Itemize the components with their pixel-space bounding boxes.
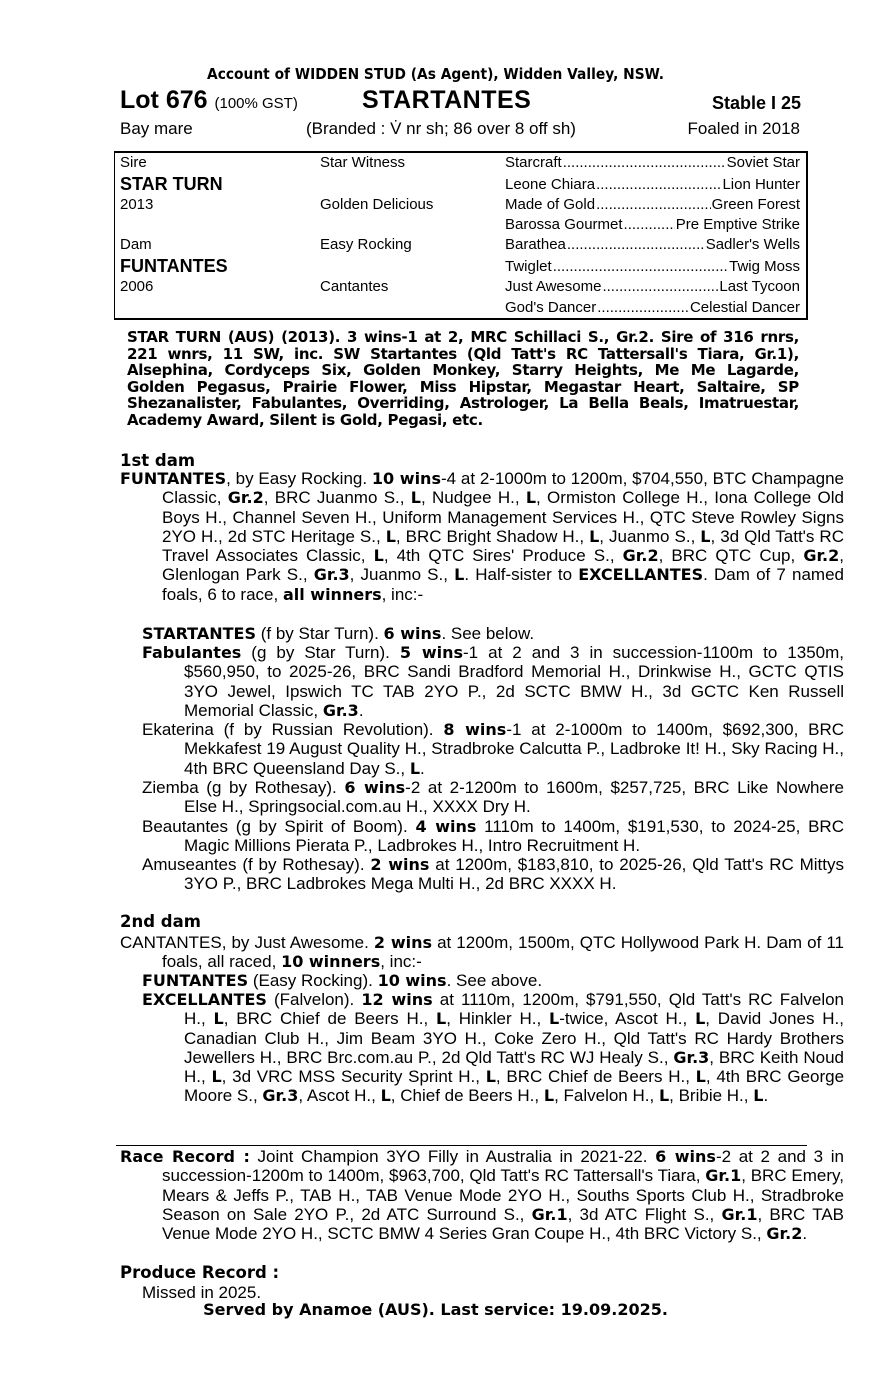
text-segment: , 3d ATC Flight S., [567, 1204, 722, 1224]
lot-label: Lot 676 [120, 86, 208, 114]
text-segment: . [358, 700, 364, 720]
progeny-entry [142, 624, 844, 643]
text-segment: , 4th QTC Sires' Produce S., [383, 546, 623, 566]
sire-dam: Golden Delicious [320, 196, 434, 213]
grandparent-right: Lion Hunter [722, 176, 800, 193]
grandparent-row [505, 175, 800, 195]
bold-text: FUNTANTES [142, 971, 249, 990]
bold-text: 12 wins [361, 990, 433, 1009]
served-note: Served by Anamoe (AUS). Last service: 19.09.2025. [203, 1300, 668, 1319]
grandparent-row [505, 153, 800, 173]
grandparent-row [505, 215, 800, 235]
text-segment: , Ascot H., [298, 1086, 381, 1106]
text-segment: , BRC Juanmo S., [263, 488, 411, 508]
sire-sire: Star Witness [320, 154, 406, 171]
bold-text: 6 wins [383, 624, 442, 643]
grandparent-left: Starcraft [505, 154, 562, 171]
text-segment: . Dam of 7 named foals, 6 to race, [162, 565, 844, 604]
grandparent-row [505, 257, 800, 277]
bold-text: all winners [282, 584, 382, 604]
text-segment: , BRC Chief de Beers H., [223, 1009, 436, 1029]
bold-text: L [373, 546, 384, 566]
grandparent-row [505, 195, 800, 215]
text-segment: , BRC Keith Noud H., [184, 1047, 844, 1087]
grandparent-left: Just Awesome [505, 278, 602, 295]
text-segment: Ziemba (g by Rothesay). [142, 778, 345, 797]
produce-record-label: Produce Record : [120, 1263, 280, 1282]
grandparent-right: Last Tycoon [719, 278, 800, 295]
sire-label: Sire [120, 154, 147, 171]
text-segment: , inc:- [380, 952, 422, 972]
race-record-label: Race Record : [120, 1147, 250, 1166]
text-segment: -1 at 2 and 3 in succession-1100m to 1350m, $560,950, to 2025-26, BRC Sandi Bradford Memorial H., Drinkwise H., GCTC QTIS 3YO Jewel, Ipswich TC TAB 2YO P., 2d SCTC BMW H., 3d GCTC Ken Russell Memorial Classic, [184, 643, 844, 720]
foaled-year: Foaled in 2018 [687, 119, 800, 138]
text-segment: . Half-sister to [464, 565, 579, 585]
horse-sex-colour: Bay mare [120, 119, 193, 138]
dam-label: Dam [120, 236, 152, 253]
bold-text: Gr.2 [766, 1224, 803, 1244]
grandparent-left: Leone Chiara [505, 176, 596, 193]
bold-text: Gr.2 [803, 546, 840, 566]
bold-text: 4 wins [415, 817, 477, 836]
text-segment: Ekaterina (f by Russian Revolution). [142, 720, 444, 739]
text-segment: , 3d Qld Tatt's RC Travel Associates Classic, [162, 526, 844, 566]
grandparent-right: Celestial Dancer [689, 299, 800, 316]
grandparent-left: Twiglet [505, 258, 552, 275]
bold-text: Gr.3 [673, 1047, 710, 1067]
bold-text: EXCELLANTES [142, 990, 267, 1009]
progeny-entry [142, 990, 844, 1106]
text-segment: , BRC QTC Cup, [658, 546, 804, 566]
race-record [120, 1147, 844, 1243]
progeny-entry [142, 971, 844, 990]
text-segment: . [802, 1224, 808, 1244]
first-dam-name: FUNTANTES [120, 469, 227, 488]
bold-text: 10 wins [371, 469, 441, 488]
text-segment: , by Easy Rocking. [226, 469, 372, 488]
bold-text: 10 winners [281, 952, 381, 972]
bold-text: L [409, 758, 421, 778]
text-segment: , Bribie H., [669, 1086, 754, 1106]
bold-text: L [753, 1086, 764, 1106]
bold-text: L [435, 1009, 447, 1029]
dam-dam: Cantantes [320, 278, 389, 295]
text-segment: , inc:- [381, 584, 424, 604]
bold-text: Gr.3 [313, 565, 350, 585]
produce-record-text: Missed in 2025. [142, 1283, 262, 1302]
text-segment: , BRC TAB Venue Mode 2YO H., SCTC BMW 4 Series Gran Coupe H., 4th BRC Victory S., [162, 1204, 845, 1244]
text-segment: -2 at 2 and 3 in succession-1200m to 1400m, $963,700, Qld Tatt's RC Tattersall's Tiara, [162, 1147, 844, 1186]
text-segment: , Nudgee H., [420, 488, 526, 508]
text-segment: . See below. [441, 624, 535, 643]
bold-text: L [485, 1067, 496, 1087]
bold-text: L [700, 526, 711, 546]
progeny-entry [142, 855, 844, 894]
first-dam-text [162, 469, 844, 604]
text-segment: -1 at 2-1000m to 1400m, $692,300, BRC Mekkafest 19 August Quality H., Stradbroke Calcutta P., Ladbroke It! H., Sky Racing H., 4th BRC Queensland Day S., [184, 720, 845, 778]
text-segment: Amuseantes (f by Rothesay). [142, 855, 371, 874]
bold-text: Gr.2 [622, 546, 659, 566]
grandparent-right: Green Forest [711, 196, 800, 213]
text-segment: , Glenlogan Park S., [162, 546, 844, 585]
text-segment: , 4th BRC George Moore S., [184, 1067, 845, 1106]
vendor-account: Account of WIDDEN STUD (As Agent), Widden Valley, NSW. [207, 65, 664, 83]
bold-text: L [454, 565, 465, 585]
bold-text: Gr.3 [262, 1086, 299, 1106]
bold-text: L [213, 1009, 224, 1029]
bold-text: 5 wins [399, 643, 464, 662]
bold-text: 6 wins [344, 778, 406, 797]
text-segment: , BRC Chief de Beers H., [495, 1067, 696, 1087]
progeny-entry [142, 720, 844, 778]
bold-text: Gr.1 [705, 1166, 742, 1186]
bold-text: L [695, 1009, 706, 1029]
bold-text: L [211, 1067, 222, 1087]
second-dam-paragraph [120, 933, 844, 972]
text-segment: , Hinkler H., [446, 1009, 549, 1029]
text-segment: , David Jones H., Canadian Club H., Jim Beam 3YO H., Coke Zero H., Qld Tatt's RC Hardy Brothers Jewellers H., BRC Brc.com.au P., 2d Qld Tatt's RC WJ Healy S., [184, 1009, 844, 1067]
bold-text: L [548, 1009, 560, 1029]
bold-text: Gr.1 [721, 1204, 758, 1224]
grandparent-right: Sadler's Wells [705, 236, 800, 253]
lot-number [120, 86, 298, 115]
race-record-text [162, 1147, 844, 1243]
bold-text: Gr.1 [531, 1204, 568, 1224]
bold-text: EXCELLANTES [578, 565, 704, 585]
grandparent-left: Barossa Gourmet [505, 216, 623, 233]
text-segment: . [420, 758, 425, 778]
divider [116, 1145, 807, 1146]
progeny-entry [142, 643, 844, 720]
bold-text: L [410, 488, 421, 508]
bold-text: 10 wins [377, 971, 447, 990]
text-segment: (Easy Rocking). [248, 971, 378, 990]
text-segment: Beautantes (g by Spirit of Boom). [142, 817, 416, 836]
dam-name: FUNTANTES [120, 256, 228, 276]
text-segment: , Falvelon H., [554, 1086, 659, 1106]
text-segment: -4 at 2-1000m to 1200m, $704,550, BTC Champagne Classic, [162, 469, 844, 508]
text-segment: 1110m to 1400m, $191,530, to 2024-25, BRC Magic Millions Pierata P., Ladbrokes H., Intro Recruitment H. [184, 817, 844, 856]
text-segment: . See above. [446, 971, 543, 990]
bold-text: L [385, 526, 396, 546]
text-segment: , BRC Bright Shadow H., [395, 526, 590, 546]
dam-sire: Easy Rocking [320, 236, 412, 253]
bold-text: 2 wins [370, 855, 430, 874]
bold-text: L [525, 488, 537, 508]
text-segment: (Falvelon). [266, 990, 362, 1009]
stable-number: Stable I 25 [711, 93, 801, 113]
progeny-entry [142, 817, 844, 856]
text-segment: , 3d VRC MSS Security Sprint H., [221, 1067, 486, 1087]
grandparent-left: God's Dancer [505, 299, 597, 316]
bold-text: L [695, 1067, 706, 1087]
horse-name: STARTANTES [362, 86, 532, 114]
brand-info: (Branded : V̇ nr sh; 86 over 8 off sh) [306, 119, 576, 138]
sire-year: 2013 [120, 196, 154, 213]
grandparent-right: Pre Emptive Strike [675, 216, 800, 233]
text-segment: at 1200m, 1500m, QTC Hollywood Park H. Dam of 11 foals, all raced, [162, 933, 844, 972]
second-dam-heading: 2nd dam [120, 912, 201, 931]
bold-text: L [543, 1086, 555, 1106]
grandparent-right: Soviet Star [726, 154, 800, 171]
gst-note: (100% GST) [214, 95, 298, 112]
bold-text: 2 wins [373, 933, 433, 952]
bold-text: L [589, 526, 600, 546]
text-segment: CANTANTES, by Just Awesome. [120, 933, 374, 952]
text-segment: . [763, 1086, 769, 1106]
grandparent-row [505, 298, 800, 318]
dam-year: 2006 [120, 278, 154, 295]
text-segment: , Juanmo S., [599, 526, 701, 546]
grandparent-right: Twig Moss [729, 258, 800, 275]
bold-text: Gr.3 [322, 700, 359, 720]
first-dam-heading: 1st dam [120, 451, 196, 470]
bold-text: 6 wins [655, 1147, 716, 1166]
bold-text: 8 wins [443, 720, 507, 739]
grandparent-row [505, 235, 800, 255]
text-segment: -twice, Ascot H., [559, 1009, 696, 1029]
text-segment: , Ormiston College H., Iona College Old Boys H., Channel Seven H., Uniform Management Services H., QTC Steve Rowley Signs 2YO H., 2d STC Heritage S., [162, 488, 844, 546]
text-segment: , Juanmo S., [349, 565, 455, 585]
bold-text: Gr.2 [227, 488, 264, 508]
sire-summary: STAR TURN (AUS) (2013). 3 wins-1 at 2, MRC Schillaci S., Gr.2. Sire of 316 rnrs, 221 wnrs, 11 SW, inc. SW Startantes (Qld Tatt's RC Tattersall's Tiara, Gr.1), Alsephina, Cordyceps Six, Golden Monkey, Starry Heights, Me Me Lagarde, Golden Pegasus, Prairie Flower, Miss Hipstar, Megastar Heart, Saltaire, SP Shezanalister, Fabulantes, Overriding, Astrologer, La Bella Beals, Imatruestar, Academy Award, Silent is Gold, Pegasi, etc. [127, 328, 799, 429]
grandparent-left: Made of Gold [505, 196, 596, 213]
bold-text: L [658, 1086, 670, 1106]
grandparent-left: Barathea [505, 236, 566, 253]
text-segment: (g by Star Turn). [241, 643, 400, 662]
text-segment: Joint Champion 3YO Filly in Australia in 2021-22. [249, 1147, 656, 1166]
first-dam-paragraph [120, 469, 844, 604]
progeny-entry [142, 778, 844, 817]
bold-text: L [380, 1086, 391, 1106]
bold-text: Fabulantes [142, 643, 242, 662]
text-segment: , BRC Emery, Mears & Jeffs P., TAB H., TAB Venue Mode 2YO H., Souths Sports Club H., Stradbroke Season on Sale 2YO P., 2d ATC Surround S., [162, 1166, 844, 1224]
bold-text: STARTANTES [142, 624, 256, 643]
text-segment: at 1200m, $183,810, to 2025-26, Qld Tatt's RC Mittys 3YO P., BRC Ladbrokes Mega Multi H., 2d BRC XXXX H. [184, 855, 844, 894]
text-segment: (f by Star Turn). [256, 624, 384, 643]
grandparent-row [505, 277, 800, 297]
text-segment: , Chief de Beers H., [390, 1086, 544, 1106]
sire-name: STAR TURN [120, 174, 223, 194]
text-segment: -2 at 2-1200m to 1600m, $257,725, BRC Like Nowhere Else H., Springsocial.com.au H., XXXX Dry H. [184, 778, 844, 817]
text-segment: at 1110m, 1200m, $791,550, Qld Tatt's RC Falvelon H., [184, 990, 845, 1029]
